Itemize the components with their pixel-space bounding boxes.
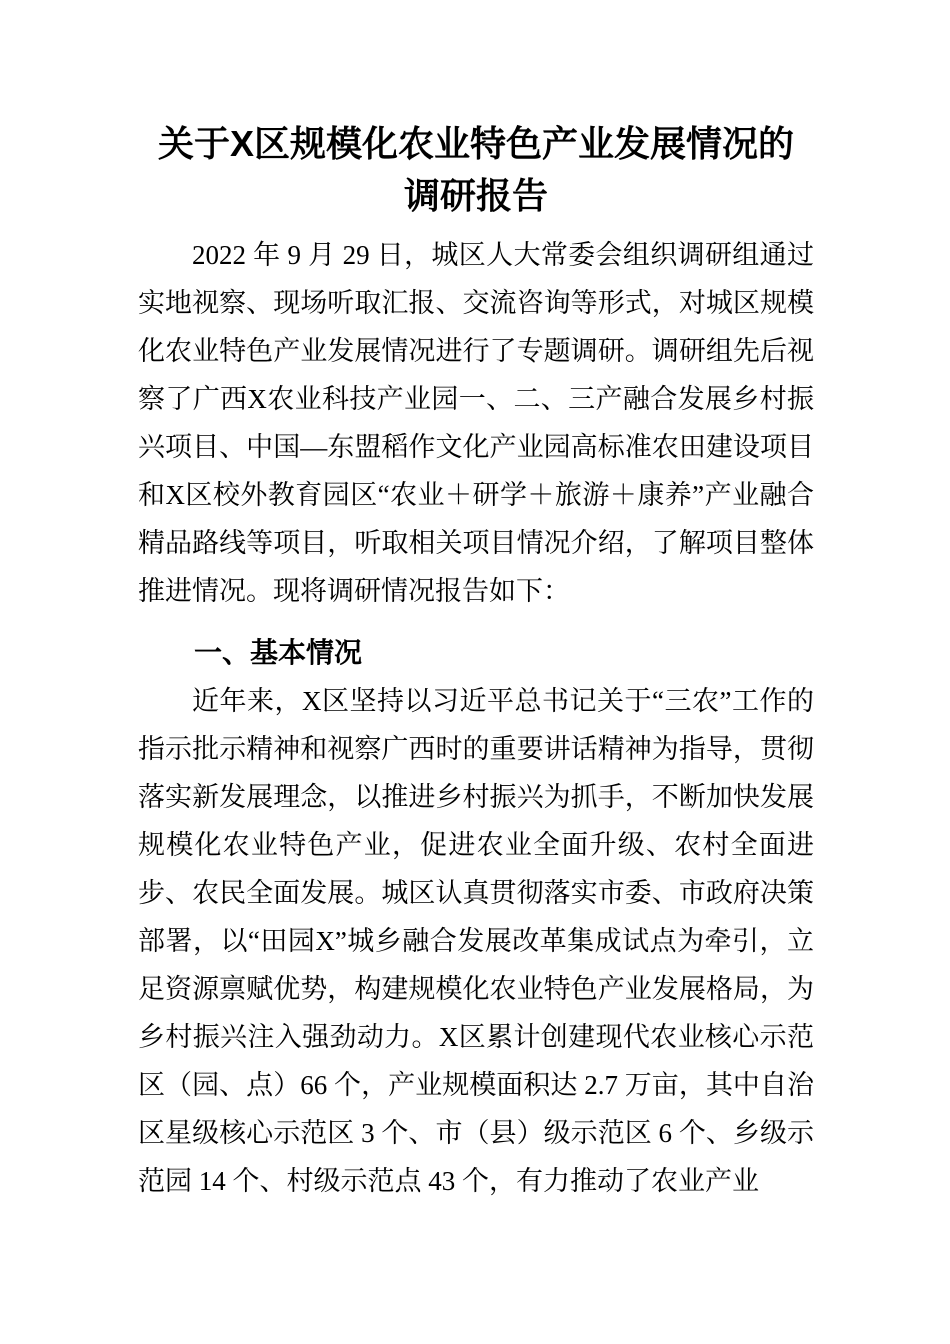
paragraph-basic-situation: 近年来，X区坚持以习近平总书记关于“三农”工作的指示批示精神和视察广西时的重要讲话精神为指导，贯彻落实新发展理念，以推进乡村振兴为抓手，不断加快发展规模化农业特色产业，促进农业全面升级、农村全面进步、农民全面发展。城区认真贯彻落实市委、市政府决策部署，以“田园X”城乡融合发展改革集成试点为牵引，立足资源禀赋优势，构建规模化农业特色产业发展格局，为乡村振兴注入强劲动力。X区累计创建现代农业核心示范区（园、点）66 个，产业规模面积达 2.7 万亩，其中自治区星级核心示范区 3 个、市（县）级示范区 6 个、乡级示范园 14 个、村级示范点 43 个，有力推动了农业产业	[138, 686, 814, 1196]
section-heading-basic-situation: 一、基本情况	[194, 637, 363, 668]
paragraph-survey-intro: 2022 年 9 月 29 日，城区人大常委会组织调研组通过实地视察、现场听取汇报、交流咨询等形式，对城区规模化农业特色产业发展情况进行了专题调研。调研组先后视察了广西X农业科技产业园一、二、三产融合发展乡村振兴项目、中国—东盟稻作文化产业园高标准农田建设项目和X区校外教育园区“农业＋研学＋旅游＋康养”产业融合精品路线等项目，听取相关项目情况介绍，了解项目整体推进情况。现将调研情况报告如下：	[138, 240, 814, 606]
document-title-line1: 关于X区规模化农业特色产业发展情况的	[157, 123, 794, 164]
document-title	[138, 118, 814, 222]
document-title-line2: 调研报告	[403, 175, 548, 216]
